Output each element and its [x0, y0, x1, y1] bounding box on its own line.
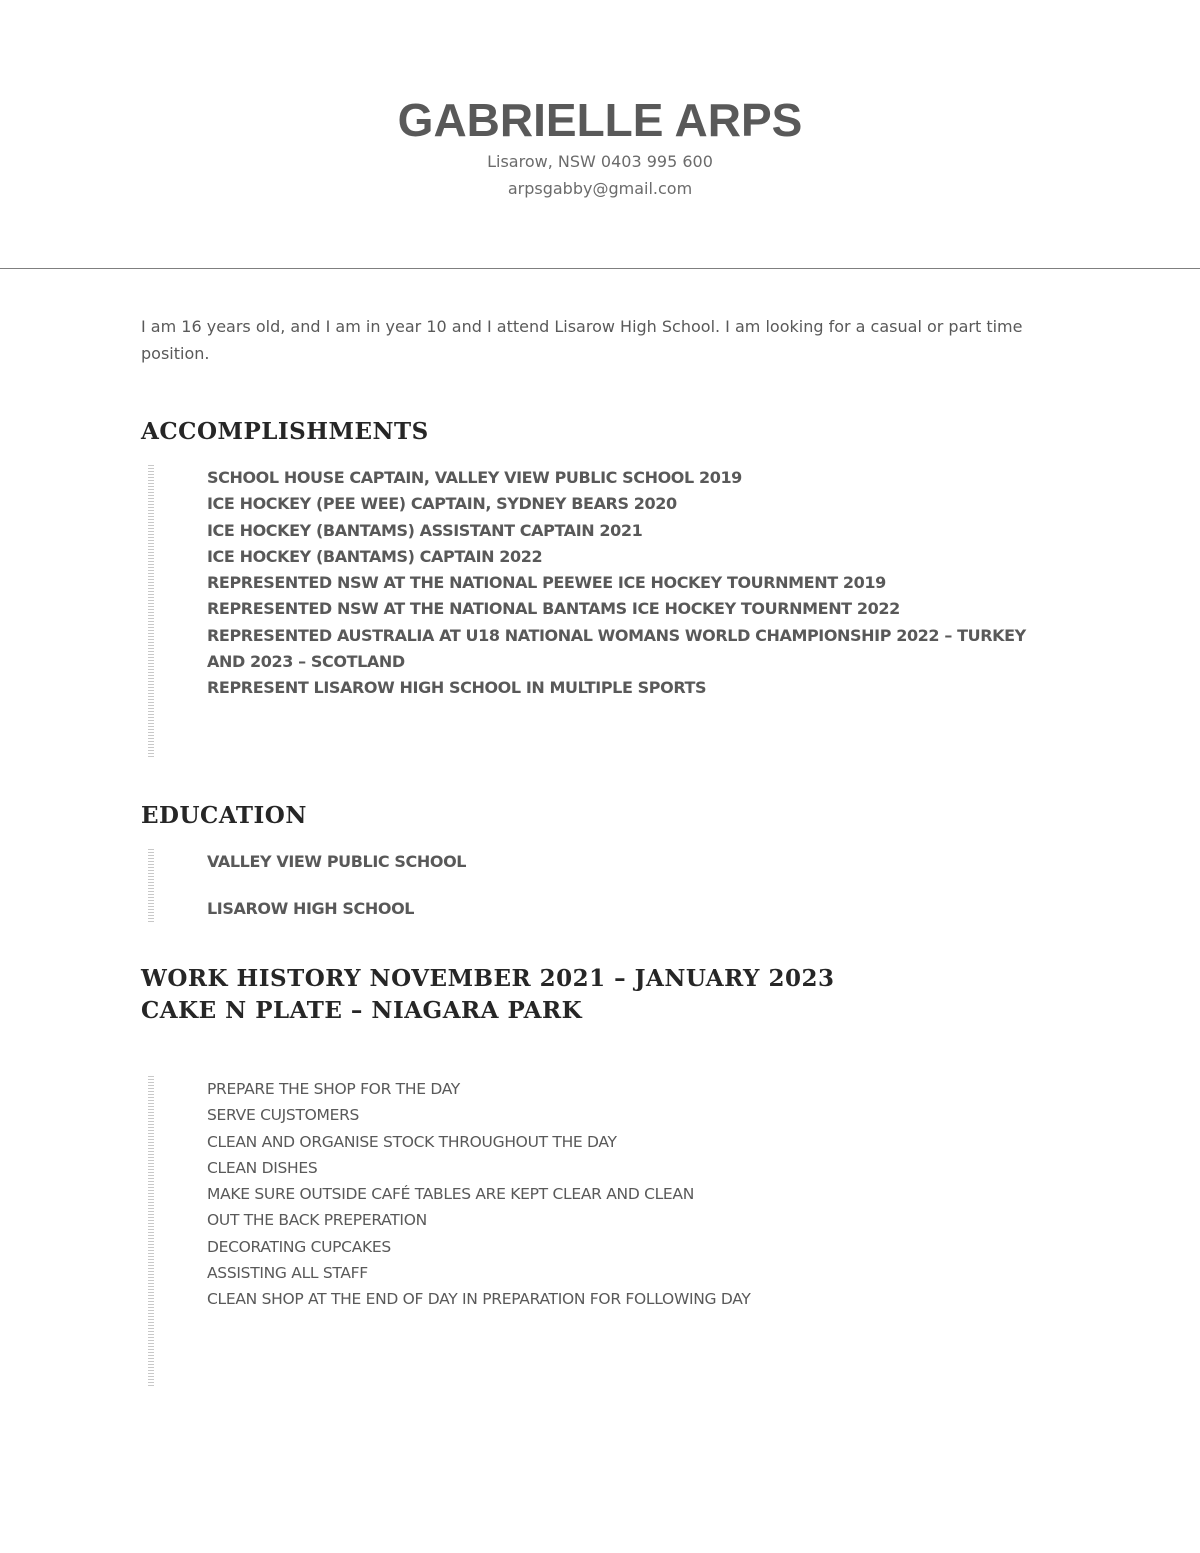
work-duties-list: [207, 1076, 1027, 1313]
education-heading: EDUCATION: [141, 802, 307, 829]
work-history-block: [148, 1076, 1048, 1386]
work-history-side-bar: [148, 1076, 154, 1386]
list-item: OUT THE BACK PREPERATION: [207, 1211, 427, 1230]
summary-paragraph: I am 16 years old, and I am in year 10 and I attend Lisarow High School. I am looking for a casual or part time position.: [141, 317, 1023, 363]
list-item: REPRESENTED AUSTRALIA AT U18 NATIONAL WOMANS WORLD CHAMPIONSHIP 2022 – TURKEY AND 2023 – SCOTLAND: [207, 625, 1026, 672]
education-side-bar: [148, 849, 154, 923]
work-history-employer: CAKE N PLATE – NIAGARA PARK: [141, 997, 583, 1024]
accomplishments-side-bar: [148, 465, 154, 759]
accomplishments-block: [148, 465, 1048, 759]
list-item: CLEAN SHOP AT THE END OF DAY IN PREPARATION FOR FOLLOWING DAY: [207, 1290, 751, 1309]
list-item: CLEAN DISHES: [207, 1158, 318, 1177]
list-item: PREPARE THE SHOP FOR THE DAY: [207, 1080, 460, 1098]
education-block: [148, 849, 1048, 923]
resume-header: [0, 92, 1200, 202]
list-item: LISAROW HIGH SCHOOL: [207, 899, 415, 918]
list-item: VALLEY VIEW PUBLIC SCHOOL: [207, 852, 467, 871]
list-item: CLEAN AND ORGANISE STOCK THROUGHOUT THE DAY: [207, 1132, 617, 1151]
list-item: SERVE CUJSTOMERS: [207, 1106, 360, 1125]
contact-address-phone: Lisarow, NSW 0403 995 600: [487, 152, 713, 171]
accomplishments-heading: ACCOMPLISHMENTS: [141, 418, 429, 445]
applicant-name: GABRIELLE ARPS: [397, 94, 803, 146]
list-item: MAKE SURE OUTSIDE CAFÉ TABLES ARE KEPT CLEAR AND CLEAN: [207, 1185, 695, 1204]
list-item: SCHOOL HOUSE CAPTAIN, VALLEY VIEW PUBLIC SCHOOL 2019: [207, 468, 742, 487]
list-item: REPRESENTED NSW AT THE NATIONAL BANTAMS ICE HOCKEY TOURNMENT 2022: [207, 599, 900, 619]
contact-email: arpsgabby@gmail.com: [507, 179, 693, 198]
list-item: DECORATING CUPCAKES: [207, 1237, 391, 1256]
list-item: ICE HOCKEY (BANTAMS) CAPTAIN 2022: [207, 546, 543, 566]
work-history-heading: WORK HISTORY NOVEMBER 2021 – JANUARY 2023: [141, 965, 835, 992]
accomplishments-list: [207, 465, 1027, 702]
education-list: [207, 849, 1027, 922]
list-item: REPRESENTED NSW AT THE NATIONAL PEEWEE ICE HOCKEY TOURNMENT 2019: [207, 573, 886, 593]
list-item: ICE HOCKEY (PEE WEE) CAPTAIN, SYDNEY BEARS 2020: [207, 494, 677, 514]
list-item: ASSISTING ALL STAFF: [207, 1264, 368, 1283]
header-divider: [0, 268, 1200, 269]
list-item: ICE HOCKEY (BANTAMS) ASSISTANT CAPTAIN 2021: [207, 520, 643, 540]
list-item: REPRESENT LISAROW HIGH SCHOOL IN MULTIPLE SPORTS: [207, 678, 707, 698]
